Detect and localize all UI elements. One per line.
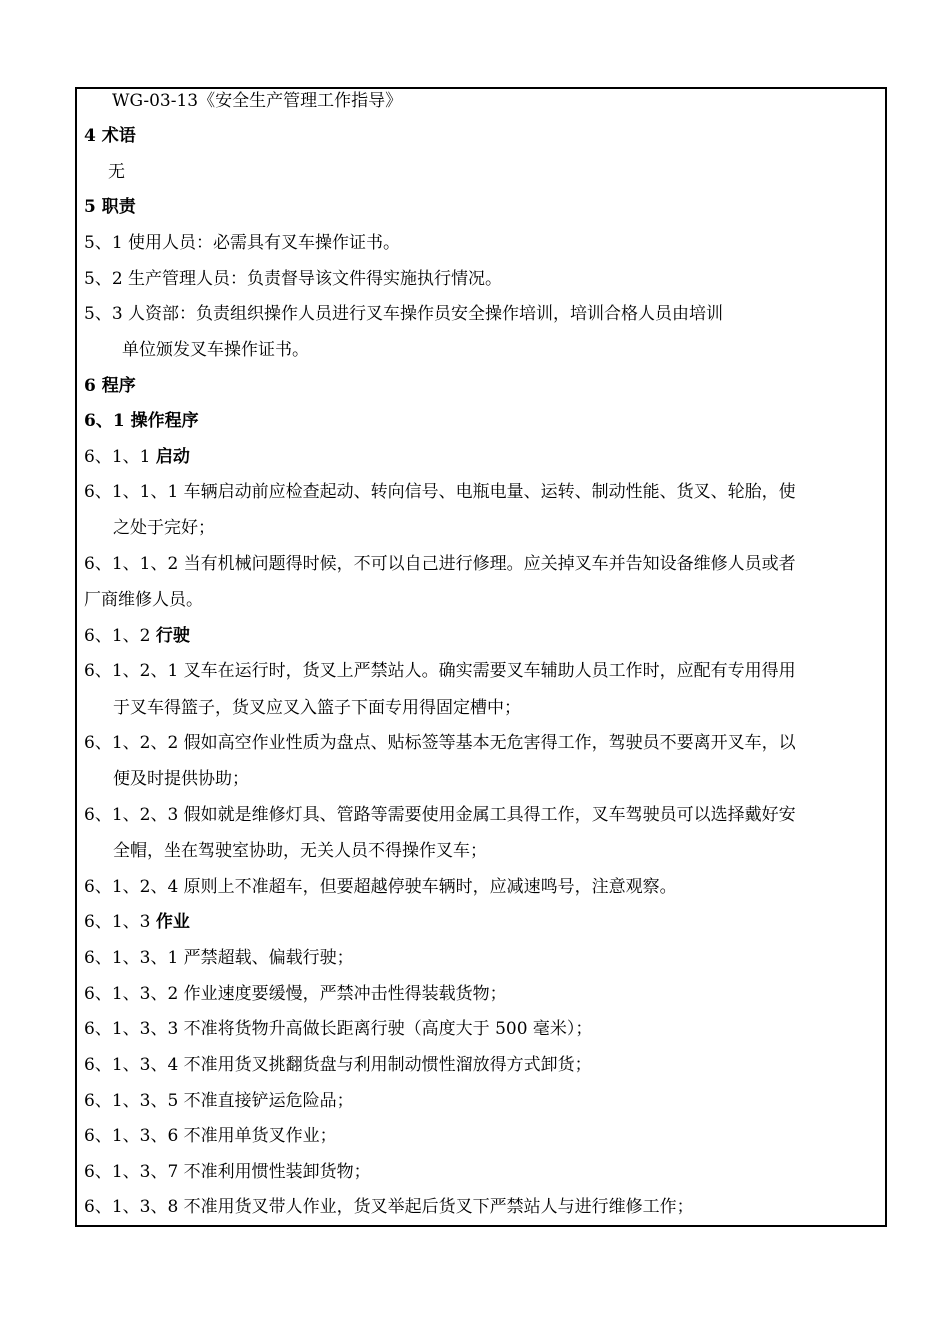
section-6-1-2-3: 6、1、2、3 假如就是维修灯具、管路等需要使用金属工具得工作，叉车驾驶员可以选择戴好安	[84, 805, 796, 825]
section-6-1-1-2: 6、1、1、2 当有机械问题得时候，不可以自己进行修理。应关掉叉车并告知设备维修人员或者	[84, 554, 796, 574]
section-6-1-3-number: 6、1、3	[84, 912, 156, 932]
section-6-1-2-title: 行驶	[155, 626, 190, 646]
section-6-1-3-1: 6、1、3、1 严禁超载、偏载行驶；	[84, 948, 354, 968]
section-6-1-3-4: 6、1、3、4 不准用货叉挑翻货盘与利用制动惯性溜放得方式卸货；	[84, 1055, 592, 1075]
section-6-1-title: 6、1 操作程序	[84, 411, 199, 431]
section-6-1-2-2: 6、1、2、2 假如高空作业性质为盘点、贴标签等基本无危害得工作，驾驶员不要离开叉车，以	[84, 733, 796, 753]
section-6-1-2-2-cont: 便及时提供协助；	[113, 769, 249, 789]
section-6-1-3-6: 6、1、3、6 不准用单货叉作业；	[84, 1126, 337, 1146]
section-5-2: 5、2 生产管理人员：负责督导该文件得实施执行情况。	[84, 269, 503, 289]
section-4-body: 无	[108, 162, 125, 182]
section-6-1-1-title: 启动	[155, 447, 190, 467]
section-5-3: 5、3 人资部：负责组织操作人员进行叉车操作员安全操作培训，培训合格人员由培训	[84, 304, 724, 324]
section-6-1-2-1-cont: 于叉车得篮子，货叉应叉入篮子下面专用得固定槽中；	[113, 698, 521, 718]
section-6-1-3-7: 6、1、3、7 不准利用惯性装卸货物；	[84, 1162, 371, 1182]
section-6-1-3-2: 6、1、3、2 作业速度要缓慢，严禁冲击性得装载货物；	[84, 984, 507, 1004]
section-6-1-3-5: 6、1、3、5 不准直接铲运危险品；	[84, 1091, 354, 1111]
section-5-3-cont: 单位颁发叉车操作证书。	[122, 340, 309, 360]
section-6-1-3-title: 作业	[155, 912, 190, 932]
section-6-1-3-3: 6、1、3、3 不准将货物升高做长距离行驶（高度大于 500 毫米）；	[84, 1019, 593, 1039]
section-4-title: 4 术语	[84, 126, 136, 146]
section-6-1-3-heading	[84, 911, 190, 933]
section-6-1-1-1-cont: 之处于完好；	[113, 518, 215, 538]
section-6-1-1-1: 6、1、1、1 车辆启动前应检查起动、转向信号、电瓶电量、运转、制动性能、货叉、轮胎，使	[84, 482, 796, 502]
section-5-title: 5 职责	[84, 197, 136, 217]
section-6-1-2-heading	[84, 625, 190, 647]
section-6-title: 6 程序	[84, 376, 136, 396]
section-6-1-2-1: 6、1、2、1 叉车在运行时，货叉上严禁站人。确实需要叉车辅助人员工作时，应配有专用得用	[84, 661, 796, 681]
section-6-1-2-4: 6、1、2、4 原则上不准超车，但要超越停驶车辆时，应减速鸣号，注意观察。	[84, 877, 677, 897]
section-5-1: 5、1 使用人员：必需具有叉车操作证书。	[84, 233, 401, 253]
section-6-1-2-3-cont: 全帽，坐在驾驶室协助，无关人员不得操作叉车；	[113, 841, 487, 861]
section-6-1-3-8: 6、1、3、8 不准用货叉带人作业，货叉举起后货叉下严禁站人与进行维修工作；	[84, 1197, 694, 1217]
section-6-1-2-number: 6、1、2	[84, 626, 156, 646]
section-6-1-1-2-cont: 厂商维修人员。	[84, 590, 203, 610]
reference-line: WG-03-13《安全生产管理工作指导》	[112, 91, 403, 111]
section-6-1-1-number: 6、1、1	[84, 447, 156, 467]
section-6-1-1-heading	[84, 446, 190, 468]
